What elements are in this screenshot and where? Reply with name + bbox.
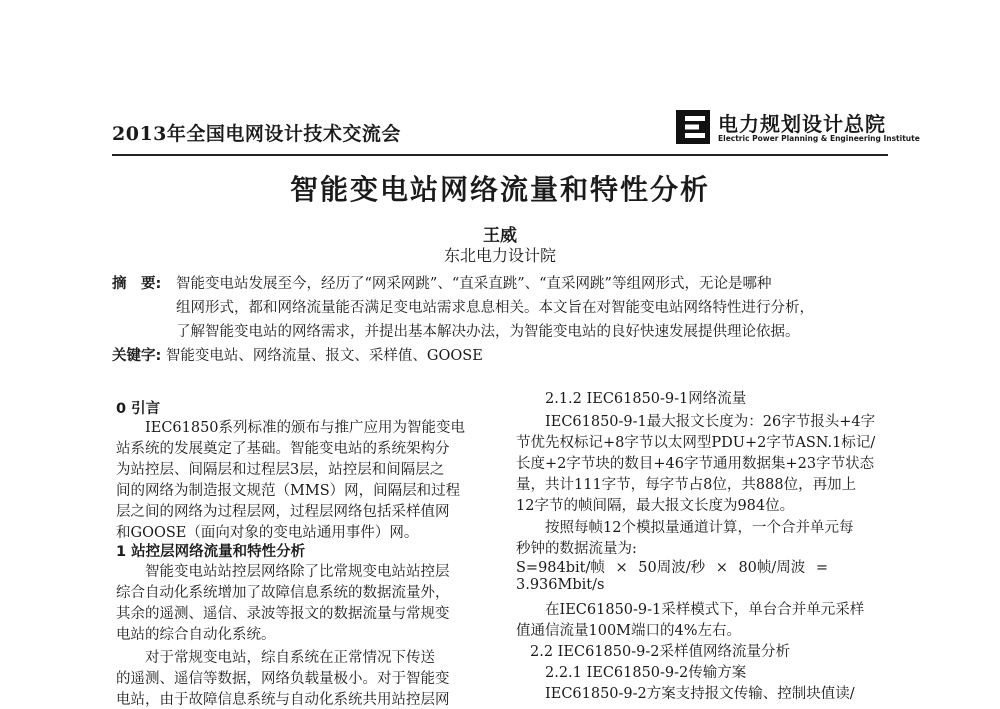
abstract-line: 了解智能变电站的网络需求，并提出基本解决办法，为智能变电站的良好快速发展提供理论依据。	[176, 324, 800, 340]
author-name: 王威	[483, 226, 517, 246]
body-line: 间的网络为制造报文规范（MMS）网，间隔层和过程	[116, 483, 461, 499]
body-line: 和GOOSE（面向对象的变电站通用事件）网。	[116, 525, 419, 541]
body-line: IEC61850-9-1最大报文长度为：26字节报头+4字	[545, 414, 876, 430]
abstract-label: 摘 要:	[112, 276, 162, 292]
formula-result: 3.936Mbit/s	[516, 577, 605, 593]
subsection-heading: 2.2.1 IEC61850-9-2传输方案	[545, 665, 747, 681]
institute-name-en: Electric Power Planning & Engineering Institute	[718, 134, 920, 143]
body-line: IEC61850系列标准的颁布与推广应用为智能变电	[145, 420, 466, 436]
body-line: 综合自动化系统增加了故障信息系统的数据流量外，	[116, 585, 450, 601]
body-line: 在IEC61850-9-1采样模式下，单台合并单元采样	[545, 602, 865, 618]
body-line: 为站控层、间隔层和过程层3层，站控层和间隔层之	[116, 462, 445, 478]
section-heading-intro: 0 引言	[116, 401, 161, 417]
institute-name-cn: 电力规划设计总院	[718, 112, 886, 136]
body-line: IEC61850-9-2方案支持报文传输、控制块值读/	[545, 686, 855, 702]
body-line: 长度+2字节块的数目+46字节通用数据集+23字节状态	[516, 456, 875, 472]
abstract-line: 智能变电站发展至今，经历了“网采网跳”、“直采直跳”、“直采网跳”等组网形式，无论是哪种	[176, 276, 772, 292]
keywords-text: 智能变电站、网络流量、报文、采样值、GOOSE	[165, 348, 483, 364]
body-line: 值通信流量100M端口的4%左右。	[516, 623, 742, 639]
body-line: 电站的综合自动化系统。	[116, 627, 276, 643]
conference-title: 2013年全国电网设计技术交流会	[112, 123, 401, 145]
body-line: 量，共计111字节，每字节占8位，共888位，再加上	[516, 477, 857, 493]
body-line: 电站，由于故障信息系统与自动化系统共用站控层网	[116, 692, 450, 708]
body-line: 按照每帧12个模拟量通道计算，一个合并单元每	[545, 520, 854, 536]
body-line: 12字节的帧间隔，最大报文长度为984位。	[516, 498, 795, 514]
abstract-line: 组网形式，都和网络流量能否满足变电站需求息息相关。本文旨在对智能变电站网络特性进行分析，	[176, 300, 814, 316]
formula-line: S=984bit/帧 × 50周波/秒 × 80帧/周波 =	[516, 560, 829, 576]
body-line: 秒钟的数据流量为:	[516, 541, 637, 557]
body-line: 站系统的发展奠定了基础。智能变电站的系统架构分	[116, 441, 450, 457]
subsection-heading: 2.1.2 IEC61850-9-1网络流量	[545, 391, 747, 407]
body-line: 层之间的网络为过程层网，过程层网络包括采样值网	[116, 504, 450, 520]
body-line: 节优先权标记+8字节以太网型PDU+2字节ASN.1标记/	[516, 435, 876, 451]
body-line: 其余的遥测、遥信、录波等报文的数据流量与常规变	[116, 606, 450, 622]
body-line: 的遥测、遥信等数据，网络负载量极小。对于智能变	[116, 671, 450, 687]
keywords-label: 关键字:	[112, 348, 162, 364]
section-heading-1: 1 站控层网络流量和特性分析	[116, 544, 306, 560]
paper-title: 智能变电站网络流量和特性分析	[289, 173, 710, 206]
body-line: 智能变电站站控层网络除了比常规变电站站控层	[145, 564, 450, 580]
body-line: 对于常规变电站，综自系统在正常情况下传送	[145, 650, 435, 666]
subsection-heading: 2.2 IEC61850-9-2采样值网络流量分析	[530, 644, 790, 660]
author-affiliation: 东北电力设计院	[443, 246, 556, 265]
